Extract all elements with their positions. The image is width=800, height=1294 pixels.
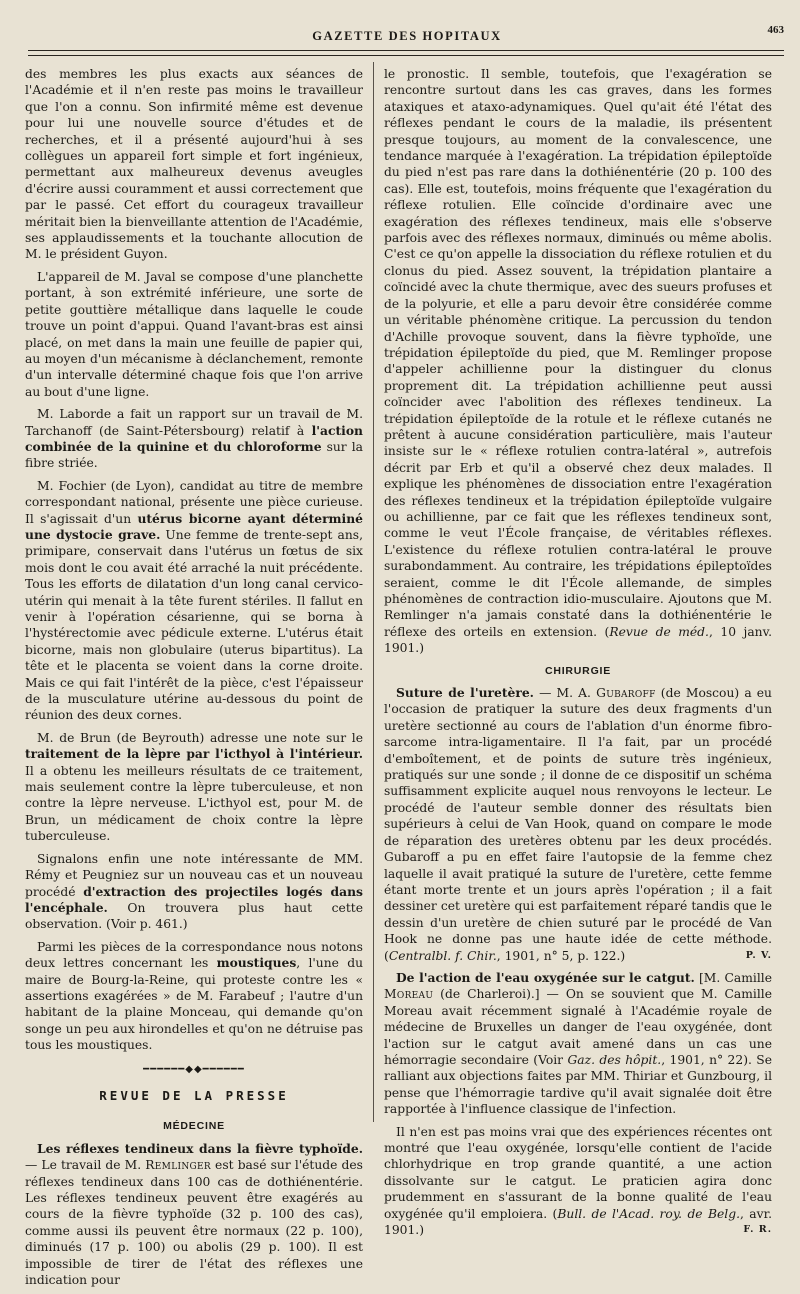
paragraph-moustiques: Parmi les pièces de la correspondance nous notons deux lettres concernant les moustiques, l'une du maire de Bourg-la-Reine, qui proteste contre les « assertions exagérées » de M. Farabeuf ; l'autre d'un habitant de la plaine Monceau, qui demande qu'on songe un peu aux hirondelles et qu'on ne détruise pas tous les moustiques.: [25, 939, 363, 1053]
page-header: [22, 22, 792, 42]
paragraph-reflexes-continued: le pronostic. Il semble, toutefois, que l'exagération se rencontre surtout dans les cas graves, dans les formes ataxiques et ataxo-adynamiques. Quel qu'ait été l'état des réflexes pendant le cours de la maladie, ils présentent presque toujours, au moment de la convalescence, une tendance marquée à l'exagération. La trépidation épileptoïde du pied n'est pas rare dans la dothiénentérie (20 p. 100 des cas). Elle est, toutefois, moins fréquente que l'exagération du réflexe rotulien. Elle coïncide d'ordinaire avec une exagération des réflexes tendineux, mais elle s'observe parfois avec des réflexes normaux, diminués ou même abolis. C'est ce qu'on appelle la dissociation du réflexe rotulien et du clonus du pied. Assez souvent, la trépidation plantaire a coïncidé avec la chute thermique, avec des sueurs profuses et de la polyurie, et elle a paru devoir être considérée comme un véritable phénomène critique. La percussion du tendon d'Achille provoque souvent, dans la fièvre typhoïde, une trépidation épileptoïde du pied, que M. Remlinger propose d'appeler achillienne pour la distinguer du clonus proprement dit. La trépidation achillienne peut aussi coïncider avec l'abolition des réflexes tendineux. La trépidation épileptoïde de la rotule et le réflexe cutanés ne prêtent à aucune considération particulière, mais l'auteur insiste sur le « réflexe rotulien contra-latéral », autrefois décrit par Erb et qu'il a observé chez deux malades. Il explique les phénomènes de dissociation entre l'exagération des réflexes tendineux et la trépidation épileptoïde vulgaire ou achillienne, par ce fait que les réflexes tendineux sont, comme le veut l'École française, de véritables réflexes. L'existence du réflexe rotulien contra-latéral le prouve surabondamment. Au contraire, les trépidations épileptoïdes seraient, comme le dit l'École allemande, de simples phénomènes de contraction idio-musculaire. Ajoutons que M. Remlinger n'a jamais constaté dans la dothiénentérie le réflexe des orteils en extension. (Revue de méd., 10 janv. 1901.): [384, 67, 772, 656]
paragraph-javal-appareil: L'appareil de M. Javal se compose d'une planchette portant, à son extrémité inférieure, une sorte de petite gouttière métallique dans laquelle le coude trouve un point d'appui. Quand l'avant-bras est ainsi placé, on met dans la main une feuille de papier qui, au moyen d'un mécanisme à déclanchement, remonte d'un intervalle déterminé chaque fois que l'on arrive au bout d'une ligne.: [25, 269, 363, 399]
paragraph-eau-oxygenee-conclusion: Il n'en est pas moins vrai que des expériences récentes ont montré que l'eau oxygénée, lorsqu'elle contient de l'acide chlorhydrique en trop grande quantité, a une action dissolvante sur le catgut. Le praticien agira donc prudemment en s'assurant de la bonne qualité de l'eau oxygénée qu'il emploiera. (Bull. de l'Acad. roy. de Belg., avr. 1901.) F. R.: [384, 1124, 772, 1238]
left-column: [25, 66, 363, 1294]
paragraph-laborde: M. Laborde a fait un rapport sur un travail de M. Tarchanoff (de Saint-Pétersbourg) relatif à l'action combinée de la quinine et du chloroforme sur la fibre striée.: [25, 407, 363, 471]
section-title-revue-presse: REVUE DE LA PRESSE: [99, 1087, 289, 1103]
paragraph-suture-uretere: Suture de l'uretère. — M. A. Gubaroff (de Moscou) a eu l'occasion de pratiquer la suture des deux fragments d'un uretère sectionné au cours de l'ablation d'un énorme fibro-sarcome intra-ligamentaire. Il l'a fait, par un procédé d'emboîtement, et de points de suture très ingénieux, pratiqués sur une sonde ; il donne de ce dispositif un schéma suffisamment explicite auquel nous renvoyons le lecteur. Le procédé de l'auteur semble donner des résultats bien supérieurs à celui de Van Hook, quand on compare le mode de réparation des uretères obtenu par les deux procédés. Gubaroff a pu en effet faire l'autopsie de la femme chez laquelle il avait pratiqué la suture de l'uretère, cette femme étant morte trente et un jours après l'opération ; il a fait dessiner cet uretère qui est parfaitement réparé tandis que le dessin d'un uretère de chien suturé par le procédé de Van Hook ne donne pas une haute idée de cette méthode. (Centralbl. f. Chir., 1901, n° 5, p. 122.) P. V.: [384, 685, 772, 963]
paragraph-javal-intro: des membres les plus exacts aux séances de l'Académie et il n'en reste pas moins le travailleur que l'on a connu. Son infirmité même est devenue pour lui une nouvelle source d'études et de recherches, et il a présenté aujourd'hui à ses collègues un appareil fort simple et fort ingénieux, permettant aux malheureux devenus aveugles d'écrire aussi couramment et aussi correctement que par le passé. Cet effort du courageux travailleur méritait bien la bienveillante attention de l'Académie, ses applaudissements et la touchante allocution de M. le président Guyon.: [25, 67, 363, 262]
subsection-title-chirurgie: CHIRURGIE: [544, 664, 612, 677]
subsection-title-medecine: MÉDECINE: [163, 1120, 225, 1133]
paragraph-remy-peugniez: Signalons enfin une note intéressante de MM. Rémy et Peugniez sur un nouveau cas et un nouveau procédé d'extraction des projectiles logés dans l'encéphale. On trouvera plus haut cette observation. (Voir p. 461.): [25, 851, 363, 932]
column-divider: [373, 62, 374, 1122]
header-rule-thin: [28, 55, 784, 56]
author-signature: P. V.: [745, 949, 772, 961]
author-signature: F. R.: [743, 1224, 772, 1236]
paragraph-de-brun: M. de Brun (de Beyrouth) adresse une note sur le traitement de la lèpre par l'icthyol à l'intérieur. Il a obtenu les meilleurs résultats de ce traitement, mais seulement contre la lèpre tuberculeuse, et non contre la lèpre nerveuse. L'icthyol est, pour M. de Brun, un médicament de choix contre la lèpre tuberculeuse.: [25, 730, 363, 844]
header-rule: [28, 50, 784, 51]
right-column: [384, 66, 772, 1244]
paragraph-fochier: M. Fochier (de Lyon), candidat au titre de membre correspondant national, présente une pièce curieuse. Il s'agissait d'un utérus bicorne ayant déterminé une dystocie grave. Une femme de trente-sept ans, primipare, conservait dans l'utérus un fœtus de six mois dont le cou avait été arraché la nuit précédente. Tous les efforts de dilatation d'un long canal cervico-utérin qui menait à la tête furent stériles. Il fallut en venir à l'opération césarienne, qui se borna à l'hystérectomie avec pédicule externe. L'utérus était bicorne, mais non globulaire (uterus bipartitus). La tête et le placenta se voient dans la corne droite. Mais ce qui fait l'intérêt de la pièce, c'est l'épaisseur de la musculature utérine au-dessous du point de réunion des deux cornes.: [25, 478, 363, 723]
separator-ornament: ━━━━━━◆◆━━━━━━: [143, 1063, 245, 1075]
page-number: 463: [767, 24, 784, 36]
paragraph-eau-oxygenee: De l'action de l'eau oxygénée sur le catgut. [M. Camille Moreau (de Charleroi).] — On se souvient que M. Camille Moreau avait récemment signalé à l'Académie royale de médecine de Bruxelles un danger de l'eau oxygénée, dont l'action sur le catgut avait amené dans un cas une hémorragie secondaire (Voir Gaz. des hôpit., 1901, n° 22). Se ralliant aux objections faites par MM. Thiriar et Gunzbourg, il pense que l'hémorragie tardive qu'il avait signalée doit être rapportée à l'influence classique de l'infection.: [384, 969, 772, 1117]
journal-title: GAZETTE DES HOPITAUX: [312, 29, 502, 43]
paragraph-reflexes-typhoide: Les réflexes tendineux dans la fièvre typhoïde. — Le travail de M. Remlinger est basé sur l'étude des réflexes tendineux dans 100 cas de dothiénentérie. Les réflexes tendineux peuvent être exagérés au cours de la fièvre typhoïde (32 p. 100 des cas), comme aussi ils peuvent être normaux (22 p. 100), diminués (17 p. 100) ou abolis (29 p. 100). Il est impossible de tirer de l'état des réflexes une indication pour: [25, 1140, 363, 1288]
